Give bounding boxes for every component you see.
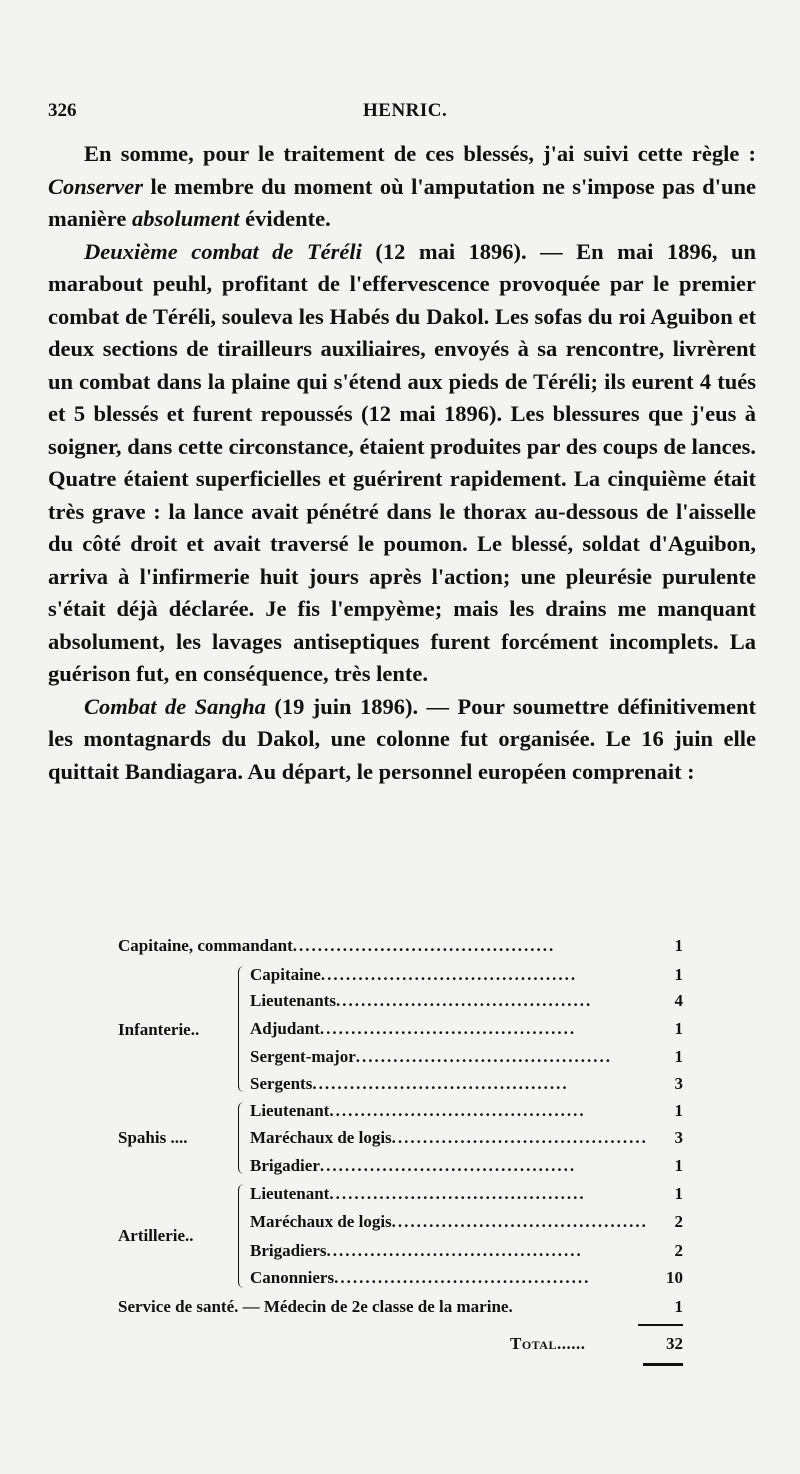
- paragraph-conclusion: En somme, pour le traitement de ces blessés, j'ai suivi cette règle : Conserver le membre du moment où l'amputation ne s'impose pas d'une manière absolument évidente.: [48, 141, 756, 231]
- table-row: Canonniers......................................... 10: [250, 1268, 683, 1287]
- table-row: Service de santé. — Médecin de 2e classe de la marine. 1: [118, 1297, 683, 1316]
- page-number: 326: [48, 100, 77, 121]
- group-label-infanterie: Infanterie..: [118, 1020, 200, 1039]
- table-row: Sergent-major......................................... 1: [250, 1047, 683, 1066]
- table-row: Maréchaux de logis......................................... 2: [250, 1212, 683, 1231]
- sum-line: [638, 1324, 683, 1326]
- table-row: Brigadiers......................................... 2: [250, 1241, 683, 1260]
- table-row: Brigadier......................................... 1: [250, 1156, 683, 1175]
- table-row: Capitaine......................................... 1: [250, 965, 683, 984]
- table-row: Capitaine, commandant.......................................... 1: [118, 936, 683, 955]
- page-header: [48, 100, 752, 130]
- total-label: Total......: [510, 1334, 586, 1353]
- paragraph-sangha: Combat de Sangha (19 juin 1896). — Pour soumettre définitivement les montagnards du Dakol, une colonne fut organisée. Le 16 juin elle quittait Bandiagara. Au départ, le personnel européen comprenait :: [48, 693, 756, 784]
- group-label-artillerie: Artillerie..: [118, 1226, 194, 1245]
- section-title-tereli: Deuxième combat de Téréli: [84, 238, 362, 264]
- emphasis-conserver: Conserver: [48, 173, 143, 199]
- section-title-sangha: Combat de Sangha: [84, 693, 266, 719]
- running-title: HENRIC.: [363, 100, 448, 121]
- table-row: Lieutenants......................................... 4: [250, 991, 683, 1010]
- paragraph-tereli: Deuxième combat de Téréli (12 mai 1896). — En mai 1896, un marabout peuhl, profitant de l'effervescence provoquée par le premier combat de Téréli, souleva les Habés du Dakol. Les sofas du roi Aguibon et deux sections de tirailleurs auxiliaires, envoyés à sa rencontre, livrèrent un combat dans la plaine qui s'étend aux pieds de Téréli; ils eurent 4 tués et 5 blessés et furent repoussés (12 mai 1896). Les blessures que j'eus à soigner, dans cette circonstance, étaient produites par des coups de lances. Quatre étaient superficielles et guérirent rapidement. La cinquième était très grave : la lance avait pénétré dans le thorax au-dessous de l'aisselle du côté droit et avait traversé le poumon. Le blessé, soldat d'Aguibon, arriva à l'infirmerie huit jours après l'action; une pleurésie purulente s'était déjà déclarée. Je fis l'empyème; mais les drains me manquant absolument, les lavages antiseptiques furent forcément incomplets. La guérison fut, en conséquence, très lente.: [48, 238, 756, 686]
- total-row: [118, 1334, 683, 1360]
- total-underline: [643, 1363, 683, 1366]
- row-value: 1: [674, 936, 683, 955]
- group-label-spahis: Spahis ....: [118, 1128, 188, 1147]
- table-row: Sergents......................................... 3: [250, 1074, 683, 1093]
- table-row: Lieutenant......................................... 1: [250, 1101, 683, 1120]
- table-row: Maréchaux de logis......................................... 3: [250, 1128, 683, 1147]
- emphasis-absolument: absolument: [131, 206, 240, 231]
- table-row: Lieutenant......................................... 1: [250, 1184, 683, 1203]
- table-row: Adjudant......................................... 1: [250, 1019, 683, 1038]
- total-value: 32: [666, 1334, 683, 1353]
- body-text: [48, 138, 756, 788]
